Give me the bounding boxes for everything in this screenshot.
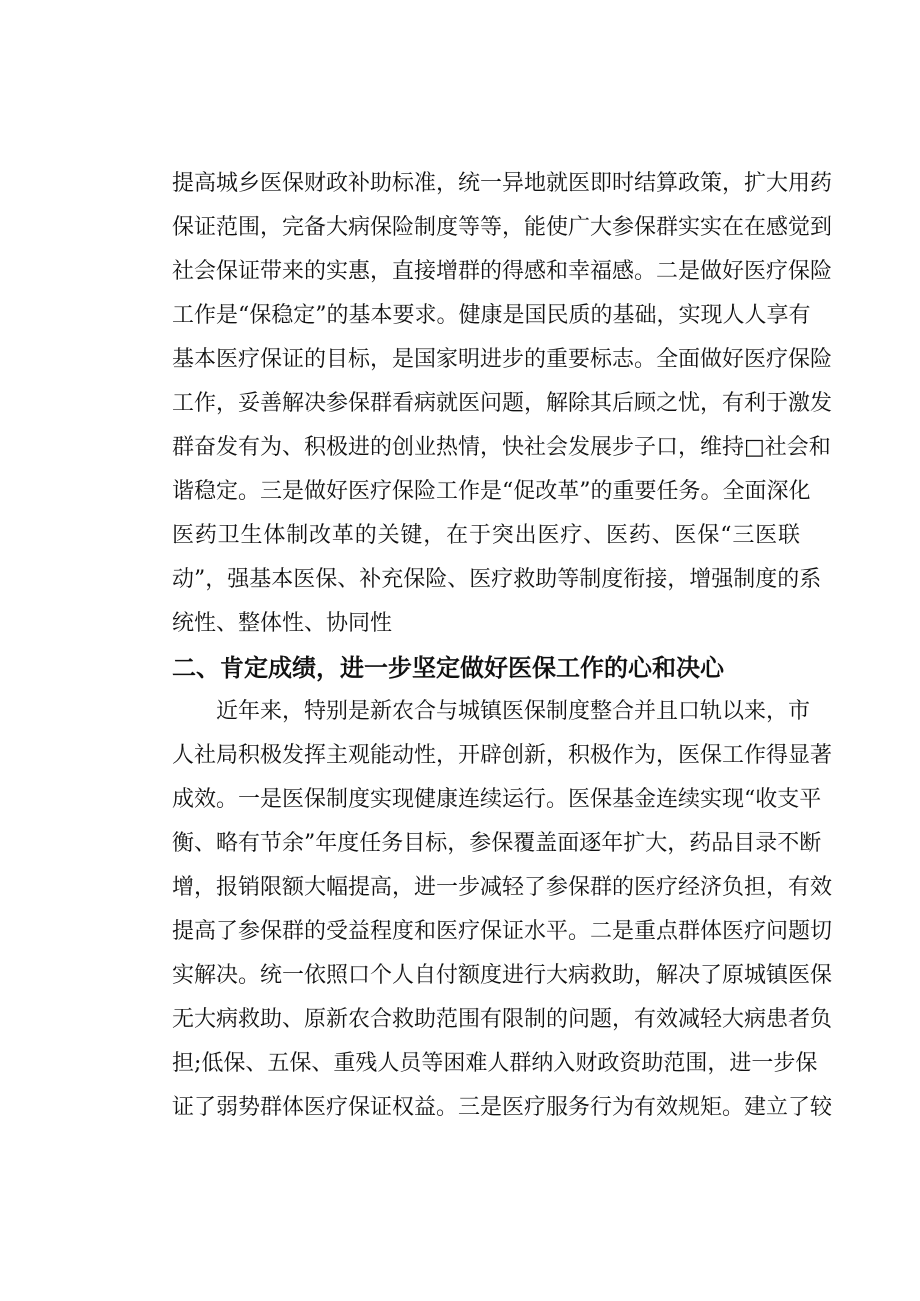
text-line: 保证范围，完备大病保险制度等等，能使广大参保群实实在在感觉到: [172, 215, 833, 240]
text-line: 提高城乡医保财政补助标准，统一异地就医即时结算政策，扩大用药: [172, 171, 833, 196]
text-line: 无大病救助、原新农合救助范围有限制的问题，有效减轻大病患者负: [172, 1007, 833, 1032]
text-line: 担;低保、五保、重残人员等困难人群纳入财政资助范围，进一步保: [172, 1051, 818, 1076]
text-line: 工作，妥善解决参保群看病就医问题，解除其后顾之忧，有利于激发: [172, 391, 833, 416]
text-line: 社会保证带来的实惠，直接增群的得感和幸福感。二是做好医疗保险: [172, 259, 833, 284]
text-line: 人社局积极发挥主观能动性，开辟创新，积极作为，医保工作得显著: [172, 743, 833, 768]
text-line: 衡、略有节余”年度任务目标，参保覆盖面逐年扩大，药品目录不断: [172, 831, 822, 856]
text-line: 证了弱势群体医疗保证权益。三是医疗服务行为有效规矩。建立了较: [172, 1095, 833, 1120]
text-line: 统性、整体性、协同性: [172, 611, 393, 636]
section-heading: 二、肯定成绩，进一步坚定做好医保工作的心和决心: [172, 654, 724, 682]
text-line: 谐稳定。三是做好医疗保险工作是“促改革”的重要任务。全面深化: [172, 479, 811, 504]
text-line: 医药卫生体制改革的关键，在于突出医疗、医药、医保“三医联: [172, 523, 800, 548]
text-line: 实解决。统一依照口个人自付额度进行大病救助，解决了原城镇医保: [172, 963, 833, 988]
text-line: 群奋发有为、积极进的创业热情，快社会发展步子口，维持□社会和: [172, 435, 831, 460]
text-line: 近年来，特别是新农合与城镇医保制度整合并且口轨以来，市: [216, 699, 811, 724]
text-line: 提高了参保群的受益程度和医疗保证水平。二是重点群体医疗问题切: [172, 919, 833, 944]
text-line: 动”，强基本医保、补充保险、医疗救助等制度衔接，增强制度的系: [172, 567, 822, 592]
text-line: 基本医疗保证的目标，是国家明进步的重要标志。全面做好医疗保险: [172, 347, 833, 372]
text-line: 增，报销限额大幅提高，进一步减轻了参保群的医疗经济负担，有效: [172, 875, 833, 900]
text-line: 工作是“保稳定”的基本要求。健康是国民质的基础，实现人人享有: [172, 303, 811, 328]
text-line: 成效。一是医保制度实现健康连续运行。医保基金连续实现“收支平: [172, 787, 822, 812]
